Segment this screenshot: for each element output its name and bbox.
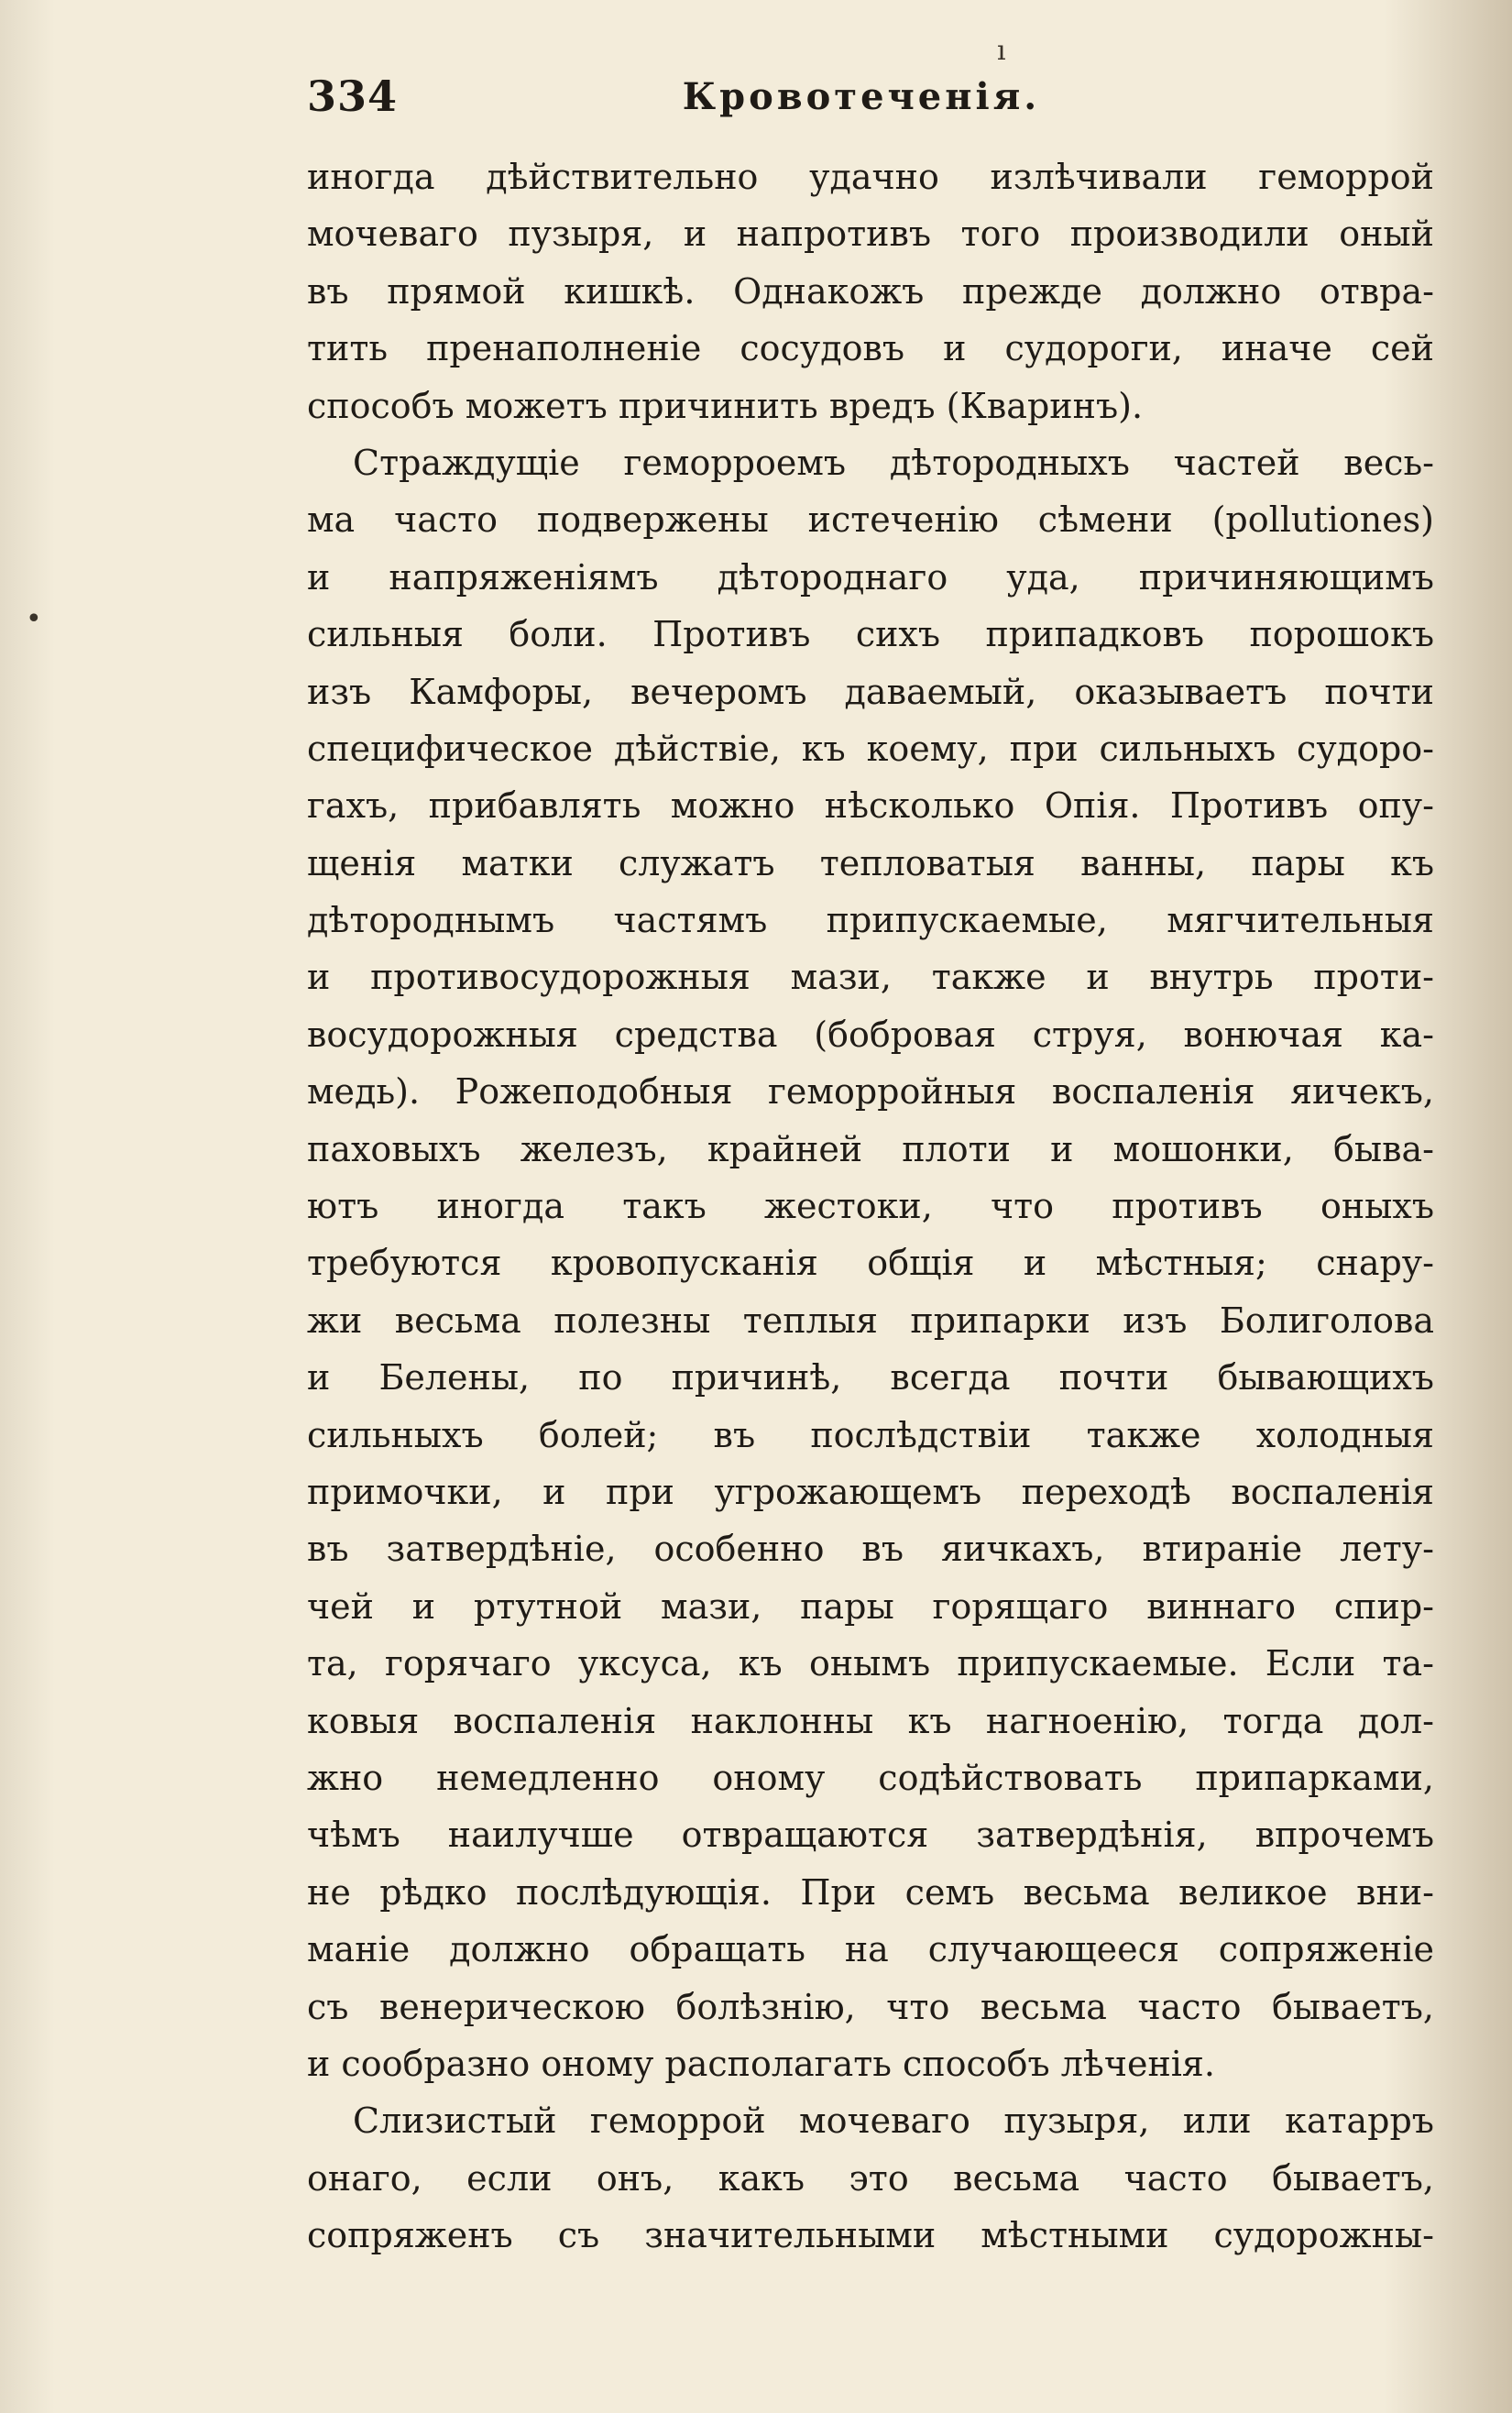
text-line: и противосудорожныя мази, также и внутрь проти-: [307, 957, 1434, 998]
text-line: примочки, и при угрожающемъ переходѣ воспаленія: [307, 1471, 1434, 1512]
text-line: сопряженъ съ значительными мѣстными судорожны-: [307, 2215, 1434, 2256]
text-line: жно немедленно оному содѣйствовать припарками,: [307, 1757, 1434, 1798]
text-line: тить пренаполненіе сосудовъ и судороги, иначе сей: [307, 328, 1434, 369]
paragraph-first-line: Слизистый геморрой мочеваго пузыря, или катарръ: [353, 2100, 1434, 2142]
running-title: Кровотеченія.: [682, 75, 1041, 118]
paragraph-first-line: Страждущіе геморроемъ дѣтородныхъ частей весь-: [353, 442, 1434, 483]
text-line: въ затвердѣніе, особенно въ яичкахъ, втираніе лету-: [307, 1529, 1434, 1570]
text-line: требуются кровопусканія общія и мѣстныя; снару-: [307, 1243, 1434, 1284]
text-line: сильныхъ болей; въ послѣдствіи также холодныя: [307, 1414, 1434, 1455]
text-line: ютъ иногда такъ жестоки, что противъ оныхъ: [307, 1186, 1434, 1227]
text-line: восудорожныя средства (бобровая струя, вонючая ка-: [307, 1014, 1434, 1055]
text-line: ковыя воспаленія наклонны къ нагноенію, тогда дол-: [307, 1700, 1434, 1741]
text-line: мочеваго пузыря, и напротивъ того производили оный: [307, 214, 1434, 255]
text-line: жи весьма полезны теплыя припарки изъ Болиголова: [307, 1300, 1434, 1341]
text-line: и напряженіямъ дѣтороднаго уда, причиняющимъ: [307, 556, 1434, 598]
text-line: медь). Рожеподобныя геморройныя воспаленія яичекъ,: [307, 1071, 1434, 1113]
page-number: 334: [307, 71, 399, 121]
text-line: чѣмъ наилучше отвращаются затвердѣнія, впрочемъ: [307, 1815, 1434, 1856]
text-line: изъ Камфоры, вечеромъ даваемый, оказываетъ почти: [307, 671, 1434, 712]
text-line: чей и ртутной мази, пары горящаго виннаго спир-: [307, 1585, 1434, 1627]
text-line: способъ можетъ причинить вредъ (Кваринъ).: [307, 385, 1144, 426]
text-line: гахъ, прибавлять можно нѣсколько Опія. Противъ опу-: [307, 785, 1434, 827]
text-line: паховыхъ железъ, крайней плоти и мошонки, быва-: [307, 1128, 1434, 1169]
text-line: съ венерическою болѣзнію, что весьма часто бываетъ,: [307, 1986, 1434, 2027]
text-line: онаго, если онъ, какъ это весьма часто бываетъ,: [307, 2157, 1434, 2199]
margin-mark-left: •: [26, 603, 42, 635]
text-line: сильныя боли. Противъ сихъ припадковъ порошокъ: [307, 614, 1434, 655]
text-line: дѣтороднымъ частямъ припускаемые, мягчительныя: [307, 900, 1434, 941]
margin-mark-top: ı: [997, 35, 1006, 67]
text-line: та, горячаго уксуса, къ онымъ припускаемые. Если та-: [307, 1643, 1434, 1684]
text-line: и сообразно оному располагать способъ лѣченія.: [307, 2043, 1215, 2084]
text-line: и Белены, по причинѣ, всегда почти бывающихъ: [307, 1357, 1434, 1398]
text-line: не рѣдко послѣдующія. При семъ весьма великое вни-: [307, 1871, 1434, 1913]
text-line: щенія матки служатъ тепловатыя ванны, пары къ: [307, 842, 1434, 883]
text-line: ма часто подвержены истеченію сѣмени (pollutiones): [307, 499, 1434, 541]
running-head: [307, 71, 1434, 136]
text-line: маніе должно обращать на случающееся сопряженіе: [307, 1929, 1434, 1970]
body-text: [307, 148, 1434, 2264]
text-line: въ прямой кишкѣ. Однакожъ прежде должно отвра-: [307, 270, 1434, 312]
text-line: специфическое дѣйствіе, къ коему, при сильныхъ судоро-: [307, 728, 1434, 769]
text-line: иногда дѣйствительно удачно излѣчивали геморрой: [307, 157, 1434, 197]
